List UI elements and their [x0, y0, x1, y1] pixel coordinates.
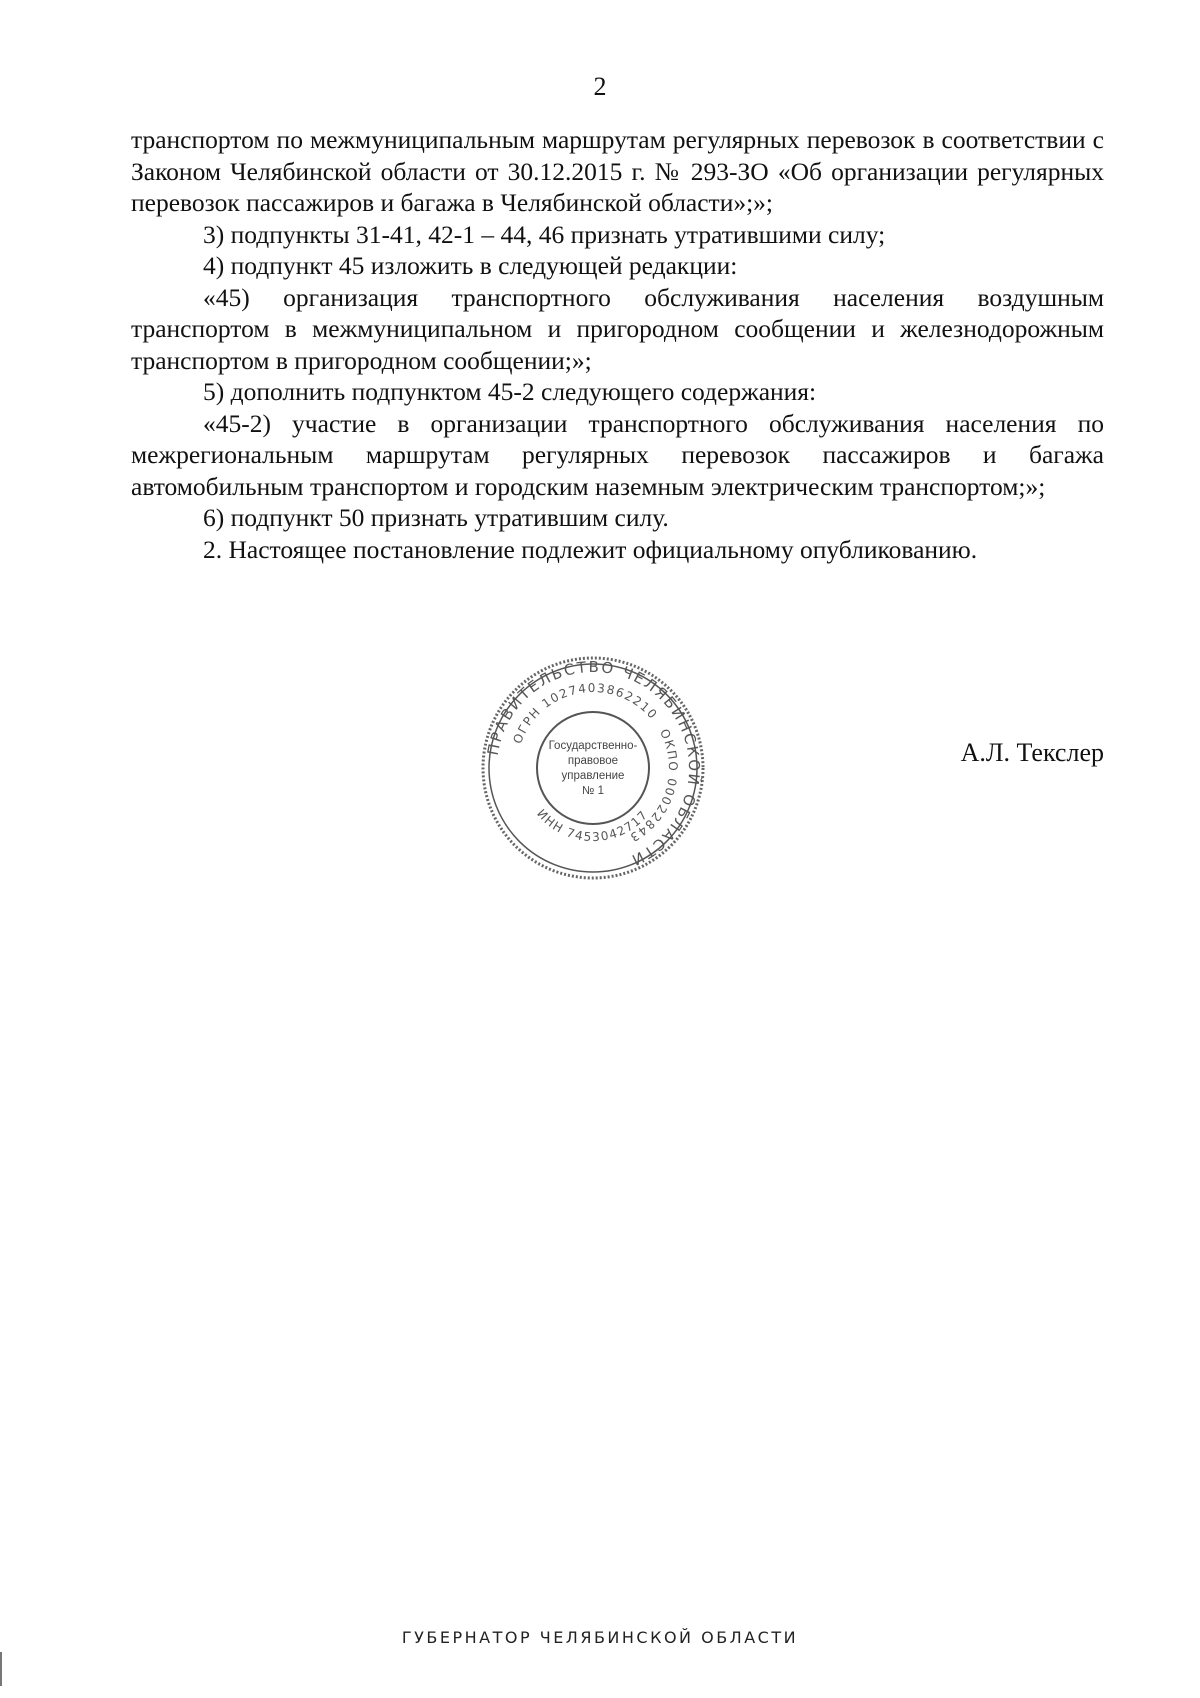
margin-mark — [0, 1652, 2, 1686]
paragraph-item-45-2: «45-2) участие в организации транспортного обслуживания населения по межрегиональным маршрутам регулярных перевозок пассажиров и багажа автомобильным транспортом и городским наземным электрическим транспортом;»; — [131, 408, 1104, 501]
paragraph-item-45: «45) организация транспортного обслуживания населения воздушным транспортом в межмуниципальном и пригородном сообщении и железнодорожным транспортом в пригородном сообщении;»; — [131, 282, 1104, 375]
paragraph-publication: 2. Настоящее постановление подлежит официальному опубликованию. — [203, 534, 978, 564]
document-body — [131, 124, 1104, 565]
footer-title: ГУБЕРНАТОР ЧЕЛЯБИНСКОЙ ОБЛАСТИ — [401, 1628, 799, 1647]
stamp-center-line4: № 1 — [582, 785, 604, 797]
page-number: 2 — [593, 72, 607, 101]
official-stamp — [478, 650, 708, 886]
stamp-inn: ИНН 7453042717 — [534, 806, 651, 845]
stamp-center-line3: управление — [561, 770, 625, 782]
stamp-okpo: ОКПО 00022843 — [626, 726, 681, 845]
paragraph-item-6: 6) подпункт 50 признать утратившим силу. — [203, 503, 669, 532]
paragraph-item-4: 4) подпункт 45 изложить в следующей редакции: — [203, 251, 738, 280]
stamp-center-line2: правовое — [567, 755, 619, 767]
signature-name: А.Л. Текслер — [960, 738, 1104, 767]
stamp-ring-text: ПРАВИТЕЛЬСТВО ЧЕЛЯБИНСКОЙ ОБЛАСТИ — [483, 657, 704, 870]
paragraph-item-5: 5) дополнить подпунктом 45-2 следующего содержания: — [203, 377, 817, 406]
paragraph-item-3: 3) подпункты 31-41, 42-1 – 44, 46 признать утратившими силу; — [203, 219, 886, 249]
paragraph-law-reference: транспортом по межмуниципальным маршрутам регулярных перевозок в соответствии с Законом Челябинской области от 30.12.2015 г. № 293-ЗО «Об организации регулярных перевозок пассажиров и багажа в Челябинской области»;»; — [131, 125, 1104, 217]
stamp-ogrn: ОГРН 1027403862210 — [510, 680, 661, 746]
stamp-center-line1: Государственно- — [548, 740, 638, 752]
